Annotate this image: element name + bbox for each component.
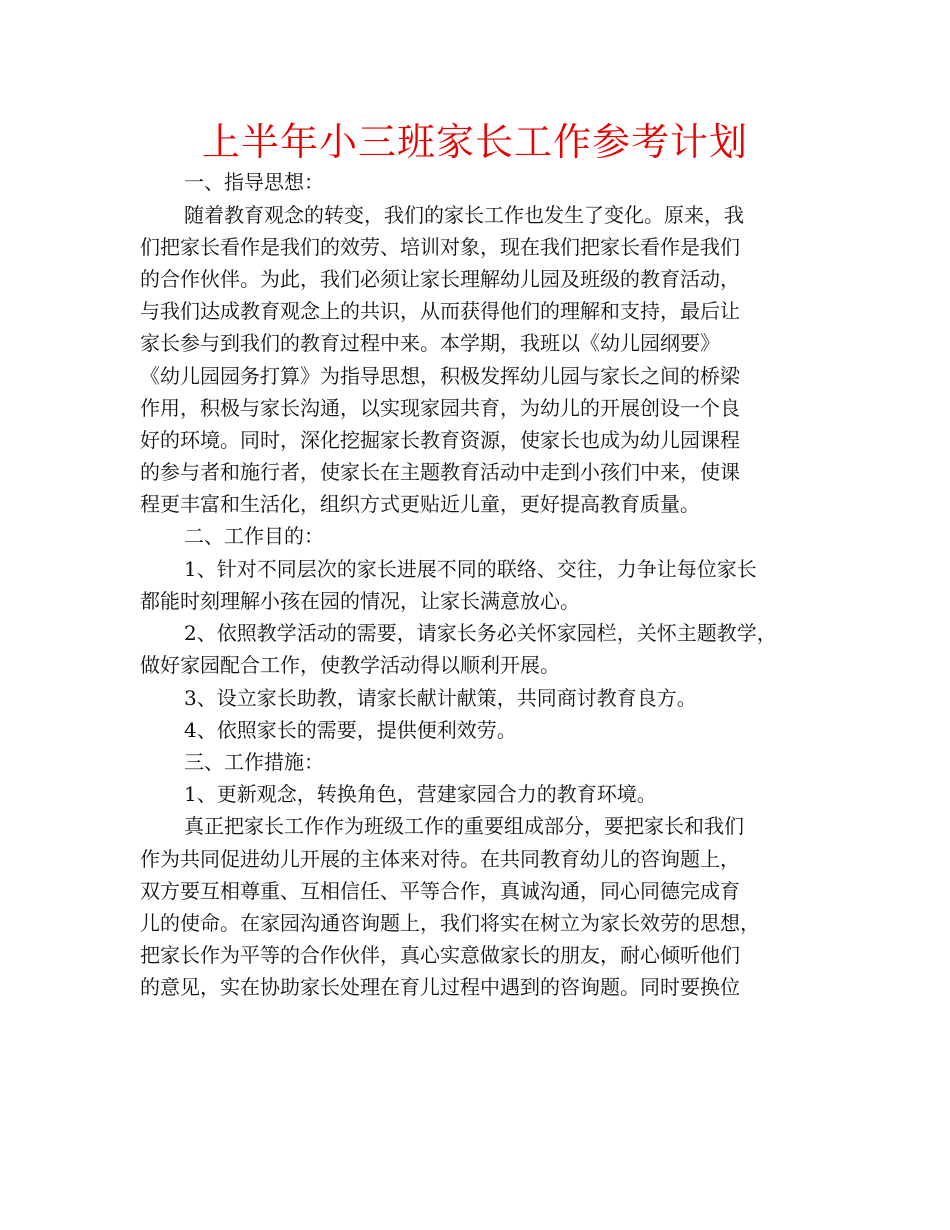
list-item: 3、设立家长助教，请家长献计献策，共同商讨教育良方。	[184, 686, 697, 710]
list-item: 1、更新观念，转换角色，营建家园合力的教育环境。	[184, 782, 657, 806]
document-title: 上半年小三班家长工作参考计划	[201, 120, 748, 164]
paragraph-line: 好的环境。同时，深化挖掘家长教育资源，使家长也成为幼儿园课程	[140, 428, 740, 452]
paragraph-line: 作用，积极与家长沟通，以实现家园共育，为幼儿的开展创设一个良	[140, 396, 740, 420]
paragraph-line: 把家长作为平等的合作伙伴，真心实意做家长的朋友，耐心倾听他们	[140, 943, 740, 967]
paragraph-line: 真正把家长工作作为班级工作的重要组成部分，要把家长和我们	[184, 814, 744, 838]
list-item: 2、依照教学活动的需要，请家长务必关怀家园栏，关怀主题教学，	[184, 621, 777, 645]
heading-guiding-thought: 一、指导思想：	[184, 170, 324, 194]
paragraph-line: 家长参与到我们的教育过程中来。本学期，我班以《幼儿园纲要》	[140, 331, 720, 355]
paragraph-line: 《幼儿园园务打算》为指导思想，积极发挥幼儿园与家长之间的桥梁	[140, 364, 740, 388]
paragraph-line: 的意见，实在协助家长处理在育儿过程中遇到的咨询题。同时要换位	[140, 975, 740, 999]
paragraph-line: 的合作伙伴。为此，我们必须让家长理解幼儿园及班级的教育活动，	[140, 267, 740, 291]
paragraph-line: 们把家长看作是我们的效劳、培训对象，现在我们把家长看作是我们	[140, 235, 740, 259]
paragraph-line: 的参与者和施行者，使家长在主题教育活动中走到小孩们中来，使课	[140, 460, 740, 484]
paragraph-line: 与我们达成教育观念上的共识，从而获得他们的理解和支持，最后让	[140, 299, 740, 323]
paragraph-line: 儿的使命。在家园沟通咨询题上，我们将实在树立为家长效劳的思想，	[140, 911, 760, 935]
paragraph-line: 作为共同促进幼儿开展的主体来对待。在共同教育幼儿的咨询题上，	[140, 847, 740, 871]
paragraph-line: 程更丰富和生活化，组织方式更贴近儿童，更好提高教育质量。	[140, 492, 700, 516]
list-item-continuation: 做好家园配合工作，使教学活动得以顺利开展。	[140, 653, 560, 677]
heading-work-measures: 三、工作措施：	[184, 750, 324, 774]
heading-work-goals: 二、工作目的：	[184, 524, 324, 548]
list-item-continuation: 都能时刻理解小孩在园的情况，让家长满意放心。	[140, 589, 580, 613]
list-item: 4、依照家长的需要，提供便利效劳。	[184, 718, 517, 742]
paragraph-line: 随着教育观念的转变，我们的家长工作也发生了变化。原来，我	[184, 203, 744, 227]
list-item: 1、针对不同层次的家长进展不同的联络、交往，力争让每位家长	[184, 557, 757, 581]
paragraph-line: 双方要互相尊重、互相信任、平等合作，真诚沟通，同心同德完成育	[140, 879, 740, 903]
